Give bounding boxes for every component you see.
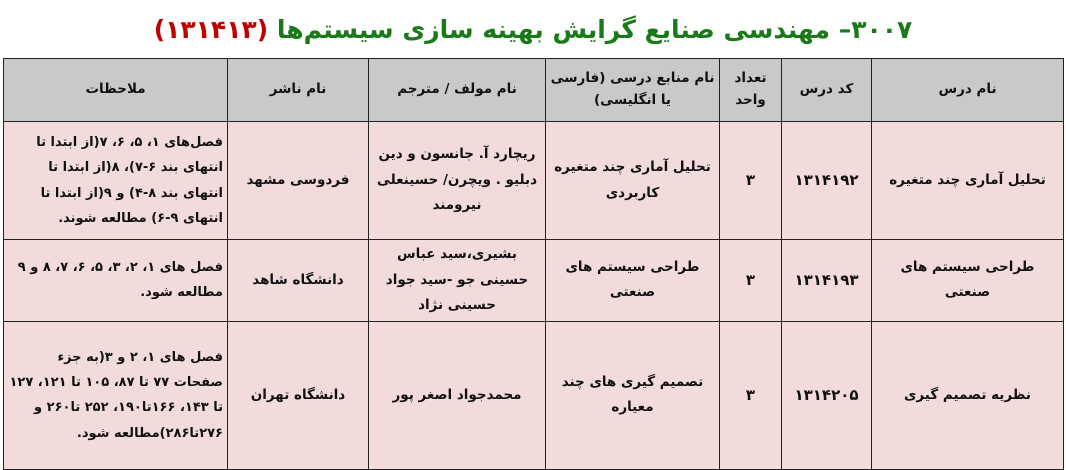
cell-course-code: ۱۳۱۴۱۹۲ — [782, 122, 872, 240]
cell-course-code: ۱۳۱۴۱۹۳ — [782, 240, 872, 322]
cell-course-code: ۱۳۱۴۲۰۵ — [782, 321, 872, 469]
cell-author: ریچارد آ. جانسون و دین دبلیو . ویچرن/ حسینعلی نیرومند — [369, 122, 546, 240]
header-resources: نام منابع درسی (فارسی یا انگلیسی) — [546, 59, 720, 122]
cell-author: بشیری،سید عباس حسینی جو -سید جواد حسینی نژاد — [369, 240, 546, 322]
table-row — [4, 321, 1064, 469]
cell-publisher: دانشگاه تهران — [228, 321, 369, 469]
page-title — [0, 10, 1066, 50]
cell-course-name: نظریه تصمیم گیری — [872, 321, 1064, 469]
course-table — [3, 58, 1064, 470]
cell-resources: تصمیم گیری های چند معیاره — [546, 321, 720, 469]
title-text: ۳۰۰۷– مهندسی صنایع گرایش بهینه سازی سیستم‌ها — [276, 15, 913, 44]
cell-course-name: تحلیل آماری چند متغیره — [872, 122, 1064, 240]
cell-units: ۳ — [720, 321, 782, 469]
cell-publisher: فردوسی مشهد — [228, 122, 369, 240]
cell-notes: فصل های ۱، ۲ و ۳(به جزء صفحات ۷۷ تا ۸۷، ۱۰۵ تا ۱۲۱، ۱۲۷ تا ۱۴۳، ۱۶۶تا۱۹۰، ۲۵۲ تا۲۶۰ و ۲۷۶تا۲۸۶)مطالعه شود. — [4, 321, 228, 469]
header-author: نام مولف / مترجم — [369, 59, 546, 122]
table-row — [4, 122, 1064, 240]
header-publisher: نام ناشر — [228, 59, 369, 122]
cell-author: محمدجواد اصغر پور — [369, 321, 546, 469]
cell-resources: طراحی سیستم های صنعتی — [546, 240, 720, 322]
cell-publisher: دانشگاه شاهد — [228, 240, 369, 322]
cell-units: ۳ — [720, 122, 782, 240]
title-code: (۱۳۱۴۱۳) — [153, 15, 269, 44]
header-row — [4, 59, 1064, 122]
cell-notes: فصل‌های ۱، ۵، ۶، ۷(از ابتدا تا انتهای بند ۶-۷)، ۸(از ابتدا تا انتهای بند ۸-۴) و ۹(از ابتدا تا انتهای ۹-۶) مطالعه شوند. — [4, 122, 228, 240]
header-course-code: کد درس — [782, 59, 872, 122]
header-course-name: نام درس — [872, 59, 1064, 122]
header-notes: ملاحظات — [4, 59, 228, 122]
header-units: تعداد واحد — [720, 59, 782, 122]
cell-notes: فصل های ۱، ۲، ۳، ۵، ۶، ۷، ۸ و ۹ مطالعه شود. — [4, 240, 228, 322]
cell-course-name: طراحی سیستم های صنعتی — [872, 240, 1064, 322]
cell-resources: تحلیل آماری چند متغیره کاربردی — [546, 122, 720, 240]
table-row — [4, 240, 1064, 322]
cell-units: ۳ — [720, 240, 782, 322]
